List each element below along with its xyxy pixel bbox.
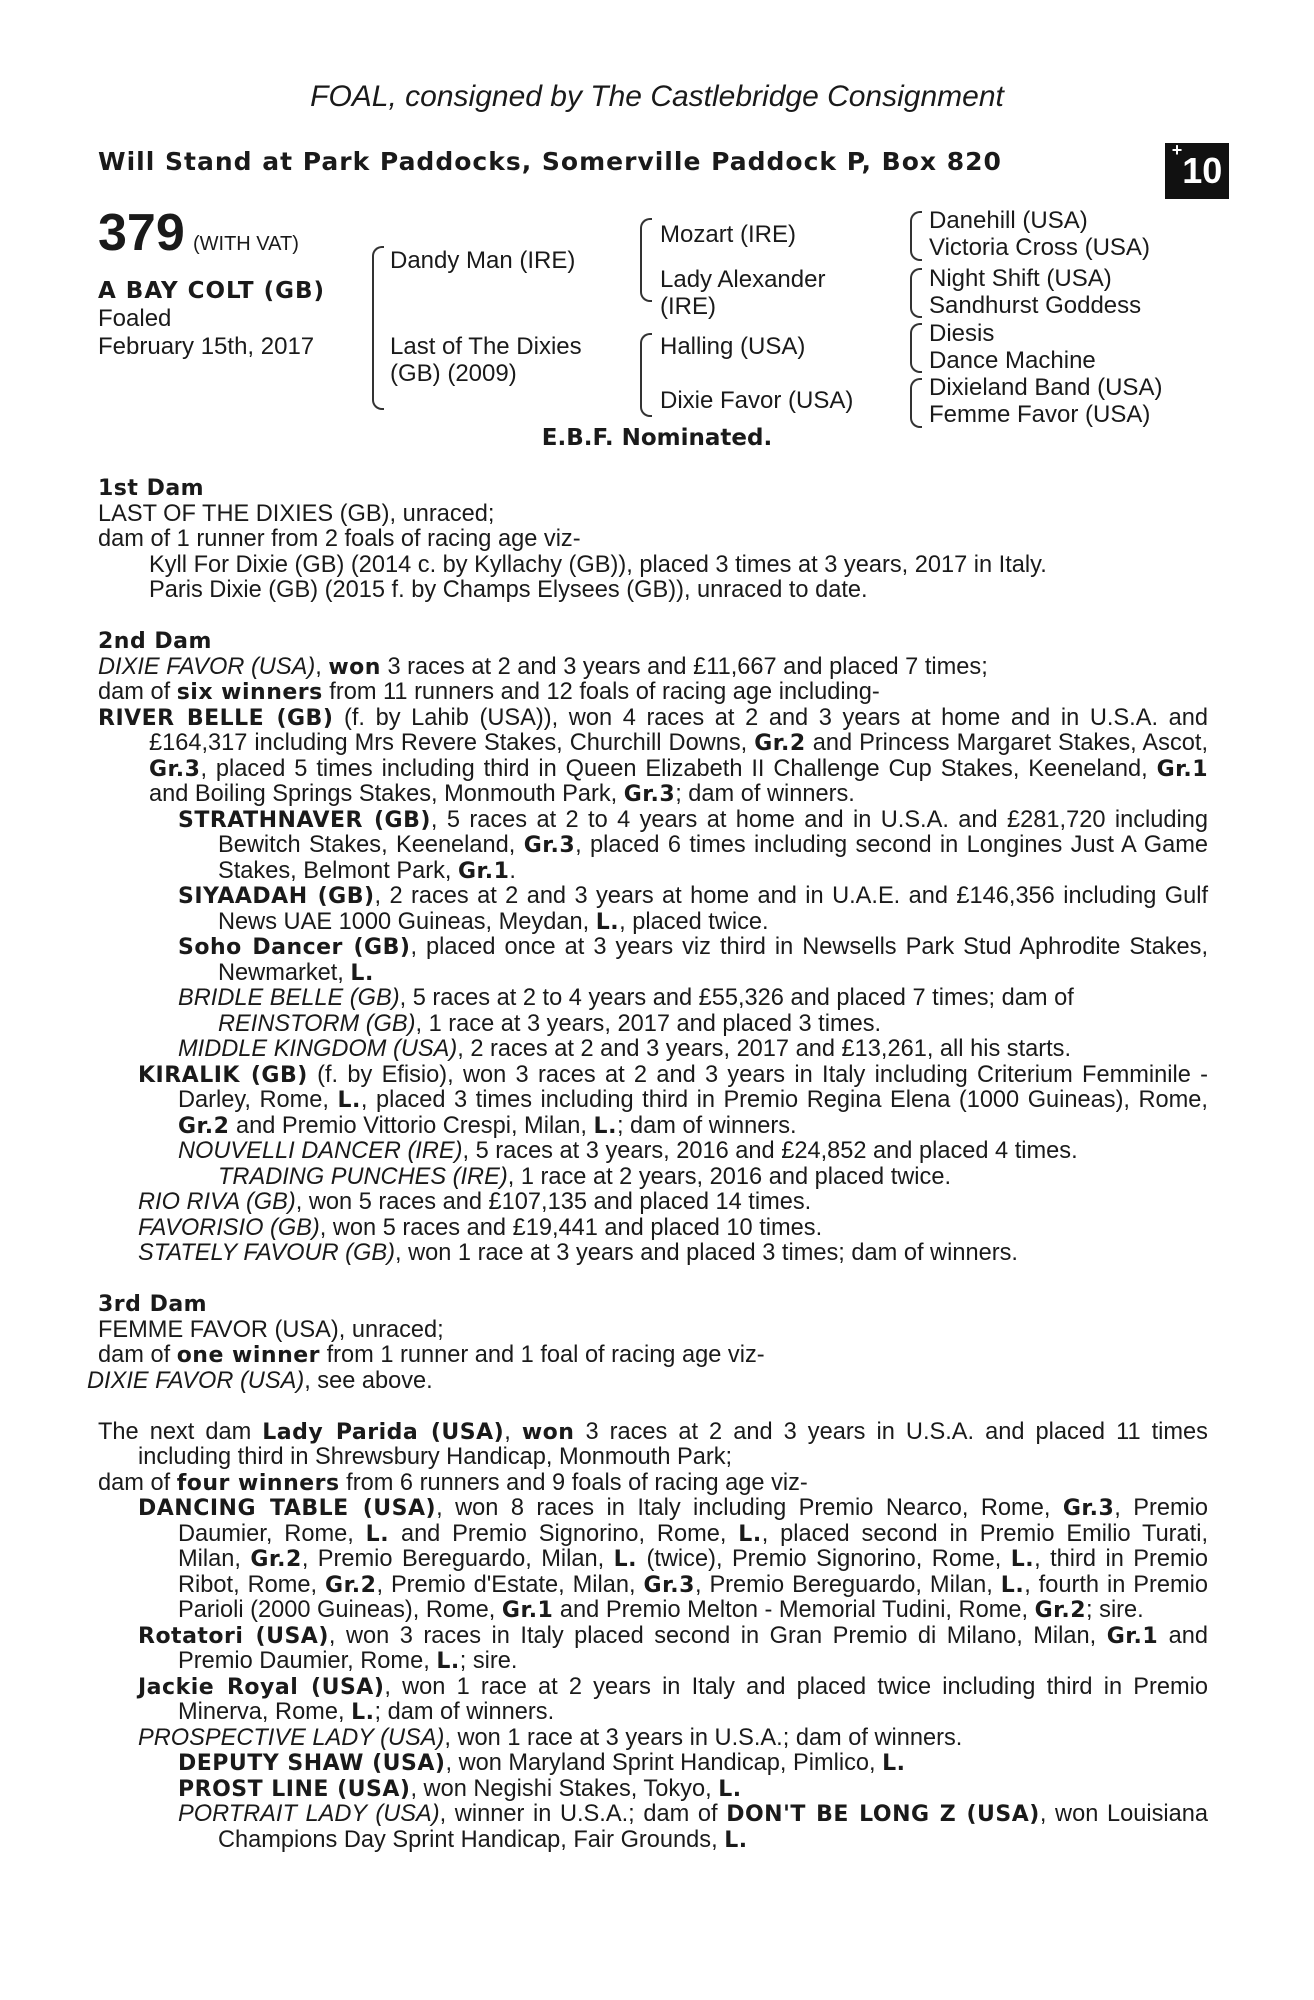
pedigree-g4: Sandhurst Goddess [929, 292, 1142, 319]
text: , placed twice. [619, 908, 769, 935]
grade: L. [738, 1521, 762, 1547]
text: , won 5 races and £19,441 and placed 10 times. [319, 1214, 823, 1241]
grade: L. [436, 1649, 460, 1674]
horse-name: Rotatori (USA) [138, 1623, 329, 1649]
horse-name: REINSTORM (GB) [218, 1010, 416, 1037]
pedigree-brace [910, 378, 922, 428]
text: , 2 races at 2 and 3 years at home and in U.A.E. and £146,356 including Gulf News UAE 1000 Guineas, Meydan, [218, 883, 1208, 935]
grade: Gr.3 [523, 833, 576, 858]
grade: L. [337, 1088, 361, 1113]
text: and Premio Melton - Memorial Tudini, Rome, [553, 1597, 1035, 1623]
produce-entry [98, 706, 1208, 808]
text: , won 3 races in Italy placed second in Gran Premio di Milano, Milan, [328, 1622, 1107, 1649]
winners-count: one winner [176, 1343, 321, 1368]
grade: Gr.1 [1156, 756, 1208, 782]
pedigree-brace [910, 268, 922, 318]
text: The next dam [98, 1418, 263, 1445]
produce-entry [98, 1802, 1208, 1853]
text: , 5 races at 2 to 4 years and £55,326 and placed 7 times; dam of [399, 985, 1074, 1011]
produce-entry [98, 1139, 1208, 1165]
text: from 6 runners and 9 foals of racing age viz- [339, 1469, 808, 1496]
text: ; dam of winners. [374, 1699, 555, 1725]
winners-count: six winners [176, 680, 323, 705]
pedigree-sire-sire: Mozart (IRE) [660, 221, 797, 248]
grade: Gr.1 [1106, 1623, 1159, 1649]
text: (twice), Premio Signorino, Rome, [637, 1546, 1011, 1572]
pedigree-g1: Danehill (USA) [929, 207, 1088, 234]
horse-name: MIDDLE KINGDOM (USA) [178, 1036, 458, 1062]
text: , 1 race at 2 years, 2016 and placed twice. [507, 1163, 952, 1190]
text: and Premio Daumier, Rome, [178, 1622, 1208, 1674]
grade: L. [882, 1751, 906, 1776]
stand-location: Will Stand at Park Paddocks, Somerville Paddock P, Box 820 [98, 147, 1002, 176]
text: ; dam of winners. [675, 781, 855, 807]
horse-name: TRADING PUNCHES (IRE) [218, 1163, 508, 1190]
text: 3 races at 2 and 3 years in U.S.A. and placed 11 times including third in Shrewsbury Handicap, Monmouth Park; [138, 1418, 1208, 1470]
text: , [315, 653, 329, 680]
produce-entry [98, 1777, 1208, 1803]
horse-name: SIYAADAH (GB) [178, 884, 375, 909]
text: , third in Premio Ribot, Rome, [178, 1546, 1208, 1598]
grade: L. [724, 1827, 748, 1853]
text: , see above. [304, 1367, 433, 1394]
second-dam-heading: 2nd Dam [98, 629, 212, 654]
grade: L. [365, 1521, 390, 1547]
dam-name: DIXIE FAVOR (USA) [98, 653, 316, 680]
grade: Gr.3 [643, 1572, 695, 1598]
first-dam-heading: 1st Dam [98, 476, 205, 501]
text: ; sire. [1086, 1597, 1144, 1623]
horse-name: PROSPECTIVE LADY (USA) [138, 1724, 445, 1751]
text: ; dam of winners. [616, 1112, 797, 1139]
grade: Gr.2 [1034, 1598, 1087, 1623]
pedigree-brace [640, 218, 652, 302]
text: and Premio Vittorio Crespi, Milan, [229, 1112, 594, 1139]
text: , 2 races at 2 and 3 years, 2017 and £13,261, all his starts. [457, 1036, 1072, 1062]
consignor-line: FOAL, consigned by The Castlebridge Consignment [310, 80, 1004, 113]
third-dam-line: FEMME FAVOR (USA), unraced; [98, 1316, 444, 1343]
grade: Gr.1 [457, 858, 510, 884]
text: , won 1 race at 2 years in Italy and placed twice including third in Premio Minerva, Rome, [178, 1673, 1208, 1725]
produce-entry [98, 1496, 1208, 1624]
text: , placed 6 times including second in Longines Just A Game Stakes, Belmont Park, [218, 832, 1208, 884]
horse-title: A BAY COLT (GB) [98, 278, 326, 304]
text: and Princess Margaret Stakes, Ascot, [805, 730, 1208, 756]
second-dam-line [98, 680, 1208, 706]
grade: Gr.3 [149, 756, 201, 782]
horse-name: RIVER BELLE (GB) [98, 705, 334, 731]
grade: Gr.3 [623, 782, 676, 807]
horse-name: FAVORISIO (GB) [138, 1214, 320, 1241]
produce-entry [98, 1751, 1208, 1777]
pedigree-brace [372, 246, 384, 410]
pedigree-g6: Dance Machine [929, 347, 1096, 374]
text: , won 1 race at 3 years in U.S.A.; dam of winners. [444, 1724, 963, 1751]
won-label: won [521, 1419, 575, 1445]
grade: Gr.3 [1062, 1496, 1115, 1521]
text: , Premio Bereguardo, Milan, [301, 1546, 614, 1572]
horse-name: DEPUTY SHAW (USA) [178, 1751, 446, 1776]
text: from 1 runner and 1 foal of racing age viz- [320, 1342, 765, 1368]
text: , won 5 races and £107,135 and placed 14 times. [295, 1189, 812, 1215]
grade: L. [1000, 1572, 1025, 1598]
first-dam-line: dam of 1 runner from 2 foals of racing age viz- [98, 526, 581, 552]
text: , Premio d'Estate, Milan, [376, 1571, 644, 1598]
grade: Gr.2 [250, 1547, 302, 1572]
foaled-label: Foaled [98, 305, 172, 332]
pedigree-g7: Dixieland Band (USA) [929, 374, 1163, 401]
dam-name: Lady Parida (USA) [262, 1419, 505, 1445]
horse-name: DON'T BE LONG Z (USA) [726, 1802, 1040, 1827]
produce-entry [98, 1063, 1208, 1140]
text: , won Negishi Stakes, Tokyo, [410, 1775, 719, 1802]
grade: L. [613, 1547, 638, 1572]
grade: Gr.1 [501, 1598, 554, 1623]
text: (f. by Efisio), won 3 races at 2 and 3 years in Italy including Criterium Femminile - Darley, Rome, [178, 1061, 1208, 1113]
horse-name: NOUVELLI DANCER (IRE) [178, 1138, 463, 1164]
produce-entry [98, 1675, 1208, 1726]
produce-entry [98, 986, 1208, 1012]
horse-name: BRIDLE BELLE (GB) [178, 985, 400, 1011]
pedigree-dam-sire: Halling (USA) [660, 333, 806, 360]
text: , Premio Daumier, Rome, [178, 1495, 1209, 1547]
produce-entry [98, 1624, 1208, 1675]
text: , [504, 1418, 522, 1445]
first-dam-line: LAST OF THE DIXIES (GB), unraced; [98, 500, 495, 527]
horse-name: KIRALIK (GB) [138, 1062, 308, 1088]
text: and Boiling Springs Stakes, Monmouth Park, [149, 781, 624, 807]
text: , placed 5 times including third in Queen Elizabeth II Challenge Cup Stakes, Keeneland, [200, 755, 1157, 782]
grade: L. [595, 909, 620, 935]
text: 3 races at 2 and 3 years and £11,667 and placed 7 times; [380, 653, 988, 680]
text: , won Louisiana Champions Day Sprint Handicap, Fair Grounds, [218, 1801, 1209, 1853]
pedigree-g2: Victoria Cross (USA) [929, 234, 1150, 261]
text: , 5 races at 2 to 4 years at home and in U.S.A. and £281,720 including Bewitch Stakes, Keeneland, [218, 806, 1208, 858]
horse-name: PORTRAIT LADY (USA) [178, 1801, 440, 1827]
page-badge [1165, 140, 1229, 199]
third-dam-line [98, 1343, 1208, 1369]
text: , 5 races at 3 years, 2016 and £24,852 and placed 4 times. [462, 1138, 1078, 1164]
next-dam-line [98, 1471, 1208, 1497]
grade: L. [593, 1113, 617, 1139]
catalogue-body [87, 476, 1209, 1853]
grade: L. [351, 1700, 375, 1725]
pedigree-dam: Last of The Dixies (GB) (2009) [390, 333, 582, 387]
horse-name: STRATHNAVER (GB) [178, 807, 431, 833]
grade: Gr.2 [754, 731, 806, 756]
text: dam of [98, 1342, 177, 1368]
grade: Gr.2 [325, 1572, 377, 1598]
text: . [509, 857, 516, 884]
text: , winner in U.S.A.; dam of [439, 1801, 727, 1827]
lot-number: 379 [98, 204, 185, 262]
pedigree-sire: Dandy Man (IRE) [390, 247, 576, 274]
text: , placed 3 times including third in Premio Regina Elena (1000 Guineas), Rome, [360, 1087, 1208, 1113]
pedigree-g8: Femme Favor (USA) [929, 401, 1151, 428]
text: , placed second in Premio Emilio Turati, Milan, [178, 1520, 1209, 1572]
badge-plus: + [1171, 140, 1183, 160]
text: ; sire. [459, 1648, 518, 1674]
lot-vat: (WITH VAT) [193, 233, 299, 255]
text: and Premio Signorino, Rome, [389, 1520, 739, 1547]
second-dam-line [98, 655, 1208, 681]
grade: L. [718, 1776, 742, 1802]
produce-entry [98, 1012, 1208, 1038]
produce-entry [98, 935, 1208, 986]
horse-name: Jackie Royal (USA) [138, 1674, 385, 1700]
ebf-nominated: E.B.F. Nominated. [541, 425, 773, 451]
third-dam-heading: 3rd Dam [98, 1292, 208, 1317]
produce-entry [87, 1367, 1208, 1395]
horse-name: Soho Dancer (GB) [178, 935, 411, 960]
text: dam of [98, 679, 177, 705]
produce-entry [98, 1165, 1208, 1191]
pedigree-g5: Diesis [929, 320, 995, 347]
horse-name: DANCING TABLE (USA) [138, 1496, 437, 1521]
text: , won 8 races in Italy including Premio Nearco, Rome, [436, 1495, 1063, 1521]
produce-entry [98, 1037, 1208, 1063]
text: , fourth in Premio Parioli (2000 Guineas), Rome, [178, 1571, 1208, 1623]
produce-entry: Paris Dixie (GB) (2015 f. by Champs Elysees (GB)), unraced to date. [149, 577, 868, 603]
pedigree-dam-dam: Dixie Favor (USA) [660, 387, 854, 414]
pedigree-brace [910, 211, 922, 261]
won-label: won [328, 654, 381, 680]
pedigree-brace [910, 323, 922, 373]
horse-name: STATELY FAVOUR (GB) [138, 1240, 395, 1266]
text: dam of [98, 1469, 177, 1496]
pedigree-brace [640, 333, 652, 417]
horse-name: RIO RIVA (GB) [138, 1189, 296, 1215]
text: from 11 runners and 12 foals of racing age including- [322, 679, 880, 705]
text: , Premio Bereguardo, Milan, [694, 1571, 1001, 1598]
text: , placed once at 3 years viz third in Newsells Park Stud Aphrodite Stakes, Newmarket, [218, 934, 1209, 986]
text: , won 1 race at 3 years and placed 3 times; dam of winners. [394, 1240, 1018, 1266]
horse-name: PROST LINE (USA) [178, 1776, 411, 1802]
grade: Gr.2 [178, 1113, 230, 1139]
horse-name: DIXIE FAVOR (USA) [87, 1367, 305, 1394]
grade: L. [1010, 1547, 1035, 1572]
foaled-date: February 15th, 2017 [98, 333, 315, 360]
winners-count: four winners [176, 1470, 340, 1496]
pedigree-g3: Night Shift (USA) [929, 265, 1112, 292]
produce-entry [98, 1216, 1208, 1242]
grade: L. [350, 960, 374, 986]
produce-entry [98, 1190, 1208, 1216]
pedigree-sire-dam: Lady Alexander (IRE) [660, 266, 826, 320]
next-dam-line [98, 1420, 1208, 1471]
text: , 1 race at 3 years, 2017 and placed 3 times. [415, 1010, 882, 1037]
produce-entry [98, 808, 1208, 885]
produce-entry [98, 1726, 1208, 1752]
produce-entry [98, 884, 1208, 935]
produce-entry [98, 1241, 1208, 1267]
text: (f. by Lahib (USA)), won 4 races at 2 and 3 years at home and in U.S.A. and £164,317 including Mrs Revere Stakes, Churchill Downs, [149, 704, 1208, 756]
badge-number: 10 [1182, 150, 1223, 191]
text: , won Maryland Sprint Handicap, Pimlico, [445, 1750, 883, 1776]
produce-entry: Kyll For Dixie (GB) (2014 c. by Kyllachy (GB)), placed 3 times at 3 years, 2017 in Italy. [149, 551, 1047, 578]
